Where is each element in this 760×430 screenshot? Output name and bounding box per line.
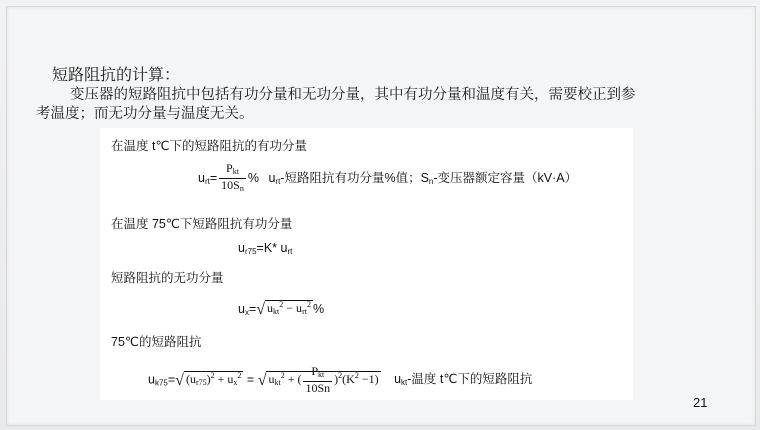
slide-heading: 短路阻抗的计算： (52, 65, 181, 84)
intro-paragraph (36, 86, 726, 124)
ux-sqrt: √ $u_{kt}^2 - u_{rt}^2$ (256, 300, 311, 318)
intro-line-1: 变压器的短路阻抗中包括有功分量和无功分量，其中有功分量和温度有关，需要校正到参 (70, 87, 636, 103)
intro-line-2: 考温度；而无功分量与温度无关。 (36, 106, 254, 122)
formula-ur75: $u_{r75}=K*$ $u_{rt}$ (238, 241, 293, 256)
label-active-component-75: 在温度 75℃下短路阻抗有功分量 (111, 217, 293, 231)
formula-uk75: $u_{k75}=√$ $(u_{r75})^2 + u_x^2$ = √ $u_{kt}^2$ + ( $\frac{P_{kt}}{10Sn}$ )$^2(K^2 -1)$ $u_{kt}-$温度 t℃下的短路阻抗 (148, 364, 533, 395)
label-75-total: 75℃的短路阻抗 (111, 335, 202, 349)
page-number: 21 (693, 395, 708, 410)
urt-fraction: $\frac{P_{kt}}{10S_n}$ (221, 161, 244, 193)
uk75-sqrt-2: √ $u_{kt}^2$ + ( $\frac{P_{kt}}{10Sn}$ )$^2(K^2 -1)$ (257, 364, 379, 395)
formula-panel (100, 128, 633, 400)
urt-percent: % (247, 170, 259, 185)
urt-note: $u_{rt}-$短路阻抗有功分量%值；$S_n-$变压器额定容量（kV·A） (268, 170, 578, 186)
uk75-sqrt-1: √ $(u_{r75})^2 + u_x^2$ (175, 370, 242, 389)
formula-ux: $u_x=√$ $u_{kt}^2 - u_{rt}^2$ % (238, 300, 325, 318)
label-active-component-t: 在温度 t℃下的短路阻抗的有功分量 (111, 139, 307, 153)
formula-urt (198, 162, 577, 195)
urt-lhs: $u_{rt}=$ (198, 170, 218, 186)
label-reactive-component: 短路阻抗的无功分量 (111, 271, 224, 285)
uk75-note: $u_{kt}-$温度 t℃下的短路阻抗 (394, 372, 533, 388)
